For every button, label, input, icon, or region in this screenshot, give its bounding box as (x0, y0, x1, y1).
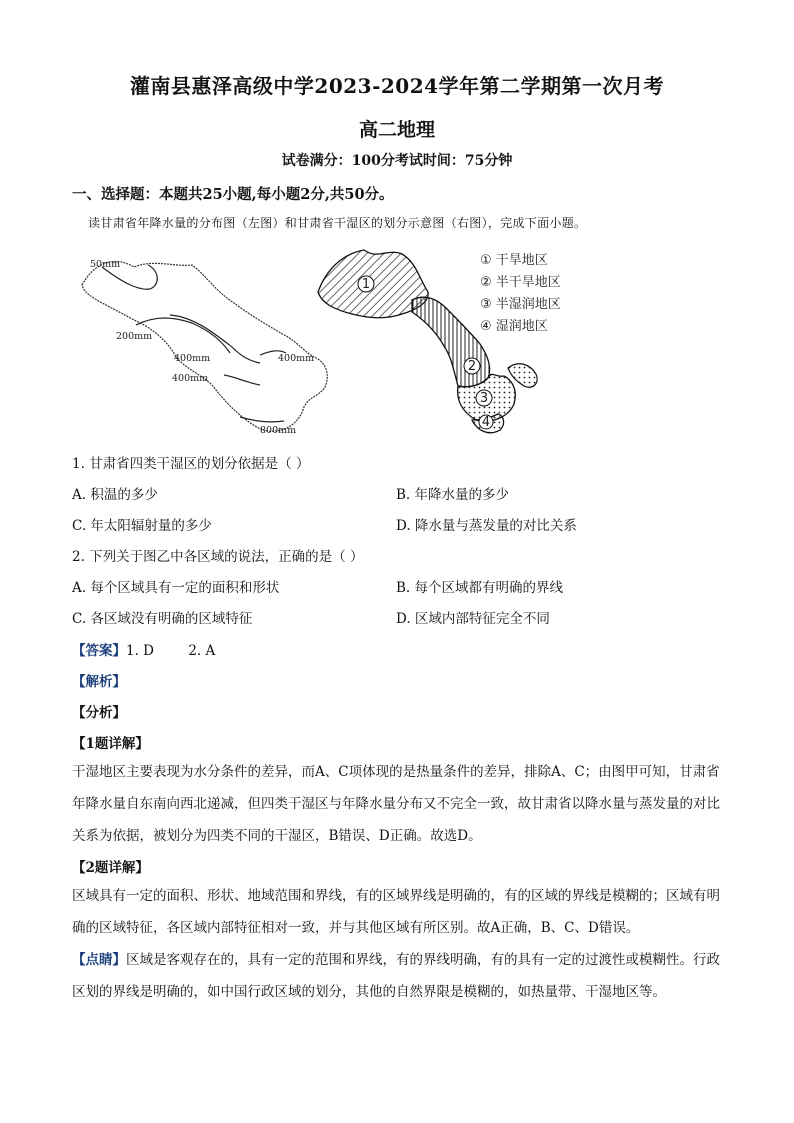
isoline-400mm-b (224, 375, 260, 385)
answer-text: 1. D 2. A (126, 643, 216, 659)
dianjing-block (72, 944, 722, 1008)
option-b: B. 每个区域都有明确的界线 (396, 580, 564, 596)
exam-meta: 试卷满分：100分考试时间：75分钟 (281, 153, 513, 169)
analysis-tag: 【解析】 (72, 674, 126, 690)
answer-line (72, 639, 215, 659)
answer-tag: 【答案】 (72, 643, 126, 659)
isoline-label: 400mm (172, 373, 209, 384)
dianjing-text: 区域是客观存在的，具有一定的范围和界线，有的界线明确，有的具有一定的过渡性或模糊性。行政区划的界线是明确的，如中国行政区域的划分，其他的自然界限是模糊的，如热量带、干湿地区等。 (72, 952, 720, 1000)
region-number-3 (476, 390, 492, 406)
dry-wet-region-map (312, 240, 582, 440)
svg-text:4: 4 (481, 415, 491, 430)
q2-detail-text: 区域具有一定的面积、形状、地域范围和界线，有的区域界线是明确的，有的区域的界线是模糊的；区域有明确的区域特征，各区域内部特征相对一致，并与其他区域有所区别。故A正确，B、C、D错误。 (72, 888, 720, 936)
option-a: A. 积温的多少 (72, 487, 158, 503)
legend-item: ④ 湿润地区 (480, 319, 548, 334)
province-outline (82, 261, 327, 431)
isoline-label: 800mm (260, 425, 297, 436)
question-stem: 1. 甘肃省四类干湿区的划分依据是（ ） (72, 456, 310, 472)
option-c: C. 各区域没有明确的区域特征 (72, 611, 253, 627)
option-d: D. 区域内部特征完全不同 (396, 611, 550, 627)
svg-text:2: 2 (467, 359, 477, 374)
isoline-label: 50mm (90, 259, 121, 270)
dianjing-tag: 【点睛】 (72, 952, 126, 968)
section-heading: 一、选择题：本题共25小题,每小题2分,共50分。 (72, 186, 394, 203)
question-intro: 读甘肃省年降水量的分布图（左图）和甘肃省干湿区的划分示意图（右图），完成下面小题。 (88, 216, 587, 230)
legend-item: ③ 半湿润地区 (480, 297, 561, 312)
region-number-2 (464, 358, 480, 374)
page-title: 灌南县惠泽高级中学2023-2024学年第二学期第一次月考 (129, 74, 665, 98)
precipitation-map (74, 245, 334, 440)
fenxi-tag: 【分析】 (72, 705, 126, 721)
option-c: C. 年太阳辐射量的多少 (72, 518, 212, 534)
option-d: D. 降水量与蒸发量的对比关系 (396, 518, 577, 534)
isoline-label: 400mm (174, 353, 211, 364)
question-stem: 2. 下列关于图乙中各区域的说法，正确的是（ ） (72, 549, 364, 565)
subject-title: 高二地理 (358, 119, 435, 141)
region-semi-arid (412, 297, 490, 387)
region-number-1 (358, 276, 374, 292)
isoline-label: 400mm (278, 353, 315, 364)
q1-detail-text: 干湿地区主要表现为水分条件的差异，而A、C项体现的是热量条件的差异，排除A、C；由图甲可知，甘肃省年降水量自东南向西北递减，但四类干湿区与年降水量分布又不完全一致，故甘肃省以降水量与蒸发量的对比关系为依据，被划分为四类不同的干湿区，B错误、D正确。故选D。 (72, 764, 720, 844)
legend-item: ① 干旱地区 (480, 253, 548, 268)
svg-text:1: 1 (361, 277, 371, 292)
svg-text:3: 3 (479, 391, 489, 406)
isoline-label: 200mm (116, 331, 153, 342)
q1-detail-tag: 【1题详解】 (72, 736, 149, 752)
legend-item: ② 半干旱地区 (480, 275, 561, 290)
q2-detail-tag: 【2题详解】 (72, 860, 149, 876)
isoline-800mm (240, 417, 284, 422)
option-b: B. 年降水量的多少 (396, 487, 510, 503)
option-a: A. 每个区域具有一定的面积和形状 (72, 580, 280, 596)
